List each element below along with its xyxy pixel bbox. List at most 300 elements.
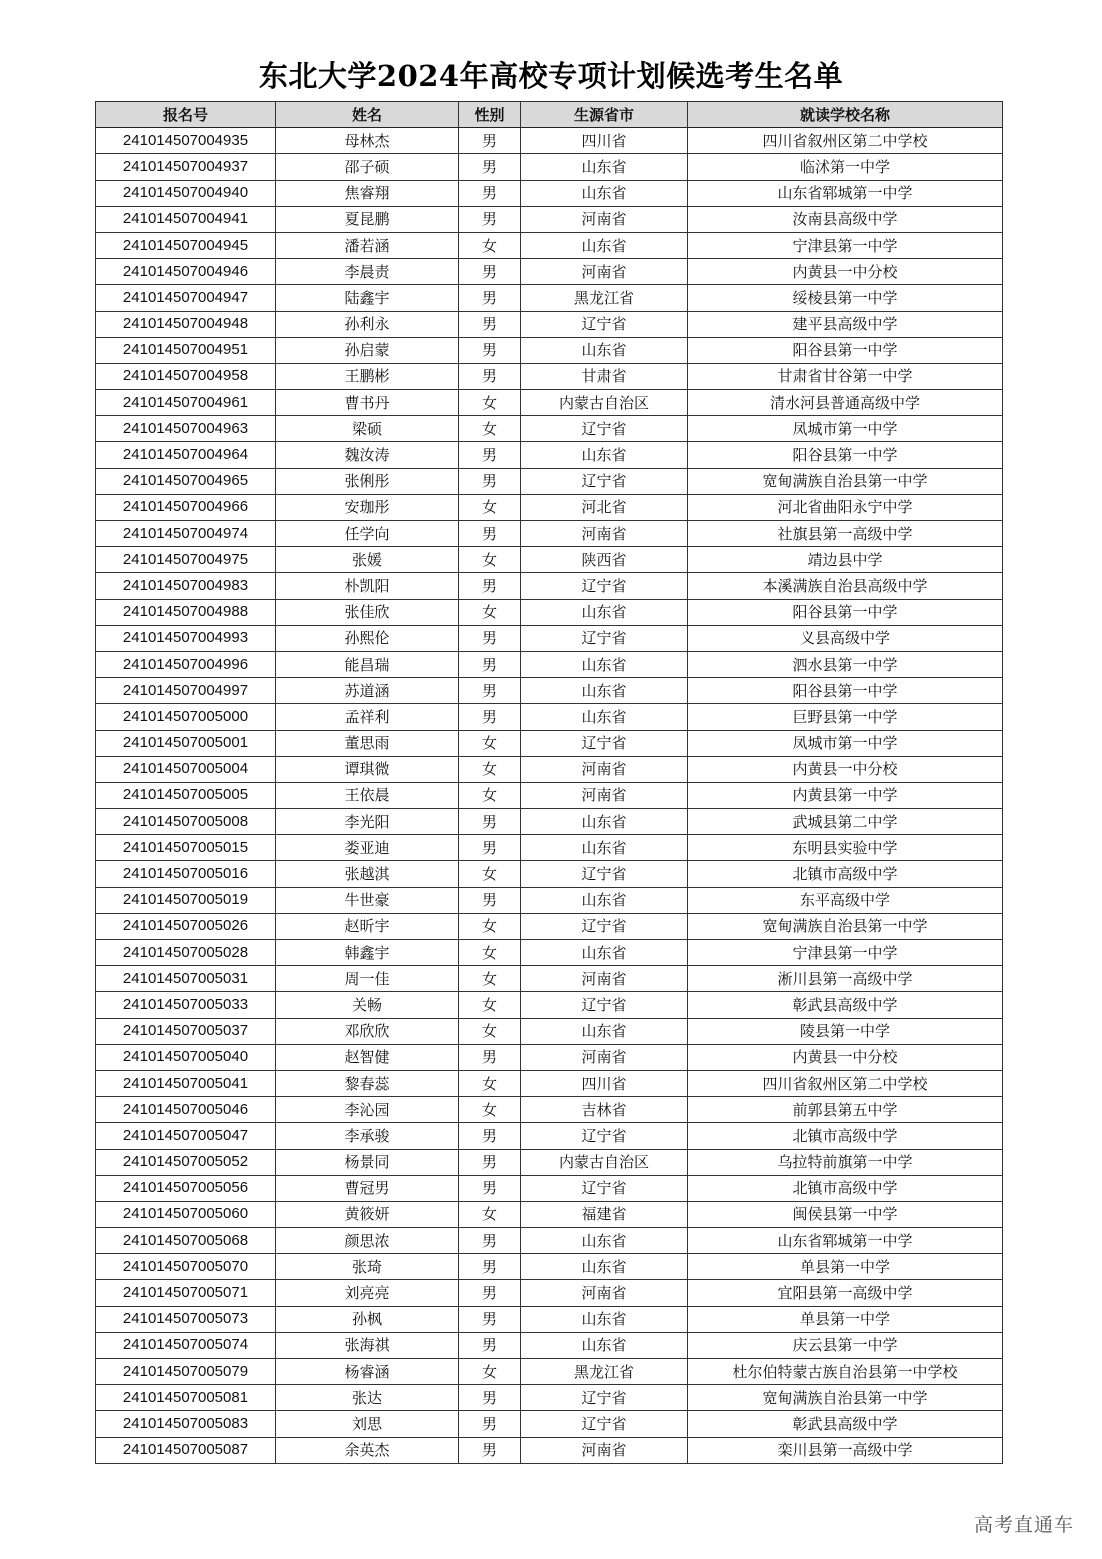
name-cell: 赵昕宇	[276, 913, 459, 939]
province-cell: 辽宁省	[521, 861, 688, 887]
province-cell: 山东省	[521, 809, 688, 835]
province-cell: 河南省	[521, 1280, 688, 1306]
table-row	[96, 311, 1003, 337]
name-cell: 任学向	[276, 521, 459, 547]
school-cell: 内黄县一中分校	[688, 756, 1003, 782]
registration-number-cell: 241014507004961	[96, 390, 276, 416]
gender-cell: 男	[459, 1385, 521, 1411]
gender-cell: 男	[459, 1437, 521, 1463]
gender-cell: 男	[459, 468, 521, 494]
table-row	[96, 599, 1003, 625]
school-cell: 乌拉特前旗第一中学	[688, 1149, 1003, 1175]
gender-cell: 男	[459, 678, 521, 704]
name-cell: 安珈彤	[276, 494, 459, 520]
registration-number-cell: 241014507005079	[96, 1359, 276, 1385]
gender-cell: 女	[459, 1201, 521, 1227]
school-cell: 栾川县第一高级中学	[688, 1437, 1003, 1463]
table-row	[96, 521, 1003, 547]
school-cell: 阳谷县第一中学	[688, 442, 1003, 468]
province-cell: 山东省	[521, 180, 688, 206]
school-cell: 前郭县第五中学	[688, 1097, 1003, 1123]
gender-cell: 男	[459, 285, 521, 311]
province-cell: 山东省	[521, 940, 688, 966]
name-cell: 陆鑫宇	[276, 285, 459, 311]
name-cell: 孟祥利	[276, 704, 459, 730]
name-cell: 张达	[276, 1385, 459, 1411]
school-cell: 泗水县第一中学	[688, 651, 1003, 677]
table-row	[96, 835, 1003, 861]
province-cell: 陕西省	[521, 547, 688, 573]
registration-number-cell: 241014507005041	[96, 1070, 276, 1096]
province-cell: 河南省	[521, 259, 688, 285]
candidate-table	[95, 101, 1003, 1464]
name-cell: 杨景同	[276, 1149, 459, 1175]
table-row	[96, 206, 1003, 232]
table-row	[96, 1123, 1003, 1149]
school-cell: 靖边县中学	[688, 547, 1003, 573]
school-cell: 阳谷县第一中学	[688, 678, 1003, 704]
gender-cell: 男	[459, 835, 521, 861]
province-cell: 河南省	[521, 1437, 688, 1463]
registration-number-cell: 241014507004935	[96, 128, 276, 154]
school-cell: 阳谷县第一中学	[688, 599, 1003, 625]
name-cell: 孙启蒙	[276, 337, 459, 363]
gender-cell: 男	[459, 1123, 521, 1149]
table-row	[96, 416, 1003, 442]
registration-number-cell: 241014507005000	[96, 704, 276, 730]
school-cell: 内黄县第一中学	[688, 782, 1003, 808]
gender-cell: 女	[459, 1097, 521, 1123]
gender-cell: 男	[459, 887, 521, 913]
province-cell: 河南省	[521, 206, 688, 232]
gender-cell: 女	[459, 232, 521, 258]
registration-number-cell: 241014507005031	[96, 966, 276, 992]
school-cell: 闽侯县第一中学	[688, 1201, 1003, 1227]
province-cell: 辽宁省	[521, 1411, 688, 1437]
gender-cell: 男	[459, 1149, 521, 1175]
registration-number-cell: 241014507005016	[96, 861, 276, 887]
gender-cell: 男	[459, 1306, 521, 1332]
table-row	[96, 285, 1003, 311]
province-cell: 四川省	[521, 1070, 688, 1096]
school-cell: 北镇市高级中学	[688, 861, 1003, 887]
watermark: 高考直通车	[973, 1514, 1074, 1536]
registration-number-cell: 241014507004996	[96, 651, 276, 677]
name-cell: 张媛	[276, 547, 459, 573]
name-cell: 夏昆鹏	[276, 206, 459, 232]
name-cell: 张佳欣	[276, 599, 459, 625]
table-row	[96, 363, 1003, 389]
province-cell: 山东省	[521, 1306, 688, 1332]
name-cell: 关畅	[276, 992, 459, 1018]
table-row	[96, 442, 1003, 468]
table-row	[96, 1280, 1003, 1306]
name-cell: 刘亮亮	[276, 1280, 459, 1306]
registration-number-cell: 241014507004951	[96, 337, 276, 363]
registration-number-cell: 241014507004941	[96, 206, 276, 232]
name-cell: 魏汝涛	[276, 442, 459, 468]
table-row	[96, 1385, 1003, 1411]
gender-cell: 男	[459, 363, 521, 389]
name-cell: 李晨责	[276, 259, 459, 285]
registration-number-cell: 241014507004983	[96, 573, 276, 599]
table-row	[96, 782, 1003, 808]
province-cell: 山东省	[521, 442, 688, 468]
registration-number-cell: 241014507005015	[96, 835, 276, 861]
registration-number-cell: 241014507004993	[96, 625, 276, 651]
gender-cell: 女	[459, 416, 521, 442]
registration-number-cell: 241014507005068	[96, 1228, 276, 1254]
name-cell: 曹书丹	[276, 390, 459, 416]
registration-number-cell: 241014507004940	[96, 180, 276, 206]
registration-number-cell: 241014507004975	[96, 547, 276, 573]
gender-cell: 男	[459, 1280, 521, 1306]
gender-cell: 男	[459, 809, 521, 835]
gender-cell: 男	[459, 1044, 521, 1070]
name-cell: 娄亚迪	[276, 835, 459, 861]
province-cell: 内蒙古自治区	[521, 390, 688, 416]
name-cell: 王鹏彬	[276, 363, 459, 389]
table-row	[96, 809, 1003, 835]
name-cell: 张琦	[276, 1254, 459, 1280]
name-cell: 颜思浓	[276, 1228, 459, 1254]
table-row	[96, 678, 1003, 704]
school-cell: 内黄县一中分校	[688, 1044, 1003, 1070]
province-cell: 河南省	[521, 782, 688, 808]
province-cell: 辽宁省	[521, 625, 688, 651]
registration-number-cell: 241014507005074	[96, 1332, 276, 1358]
table-row	[96, 154, 1003, 180]
name-cell: 孙熙伦	[276, 625, 459, 651]
province-cell: 四川省	[521, 128, 688, 154]
table-row	[96, 1437, 1003, 1463]
name-cell: 母林杰	[276, 128, 459, 154]
table-row	[96, 1044, 1003, 1070]
name-cell: 李承骏	[276, 1123, 459, 1149]
registration-number-cell: 241014507005001	[96, 730, 276, 756]
province-cell: 福建省	[521, 1201, 688, 1227]
school-cell: 淅川县第一高级中学	[688, 966, 1003, 992]
province-cell: 黑龙江省	[521, 1359, 688, 1385]
province-cell: 辽宁省	[521, 1175, 688, 1201]
table-row	[96, 180, 1003, 206]
province-cell: 山东省	[521, 232, 688, 258]
gender-cell: 男	[459, 1332, 521, 1358]
registration-number-cell: 241014507005083	[96, 1411, 276, 1437]
province-cell: 辽宁省	[521, 913, 688, 939]
table-row	[96, 651, 1003, 677]
gender-cell: 男	[459, 1175, 521, 1201]
registration-number-cell: 241014507004947	[96, 285, 276, 311]
school-cell: 山东省郓城第一中学	[688, 180, 1003, 206]
table-row	[96, 259, 1003, 285]
registration-number-cell: 241014507004966	[96, 494, 276, 520]
table-row	[96, 730, 1003, 756]
name-cell: 谭琪微	[276, 756, 459, 782]
table-row	[96, 573, 1003, 599]
gender-cell: 男	[459, 521, 521, 547]
table-row	[96, 337, 1003, 363]
gender-cell: 女	[459, 940, 521, 966]
table-row	[96, 1228, 1003, 1254]
province-cell: 内蒙古自治区	[521, 1149, 688, 1175]
table-row	[96, 1306, 1003, 1332]
column-header-province: 生源省市	[521, 102, 688, 128]
gender-cell: 男	[459, 1411, 521, 1437]
school-cell: 宽甸满族自治县第一中学	[688, 1385, 1003, 1411]
name-cell: 孙利永	[276, 311, 459, 337]
gender-cell: 女	[459, 913, 521, 939]
gender-cell: 男	[459, 259, 521, 285]
gender-cell: 男	[459, 442, 521, 468]
name-cell: 李沁园	[276, 1097, 459, 1123]
gender-cell: 女	[459, 756, 521, 782]
column-header-school: 就读学校名称	[688, 102, 1003, 128]
registration-number-cell: 241014507005052	[96, 1149, 276, 1175]
table-row	[96, 468, 1003, 494]
province-cell: 辽宁省	[521, 1385, 688, 1411]
table-row	[96, 232, 1003, 258]
name-cell: 孙枫	[276, 1306, 459, 1332]
registration-number-cell: 241014507004945	[96, 232, 276, 258]
school-cell: 四川省叙州区第二中学校	[688, 1070, 1003, 1096]
registration-number-cell: 241014507005028	[96, 940, 276, 966]
table-row	[96, 128, 1003, 154]
name-cell: 周一佳	[276, 966, 459, 992]
name-cell: 刘思	[276, 1411, 459, 1437]
school-cell: 杜尔伯特蒙古族自治县第一中学校	[688, 1359, 1003, 1385]
table-row	[96, 1201, 1003, 1227]
registration-number-cell: 241014507005046	[96, 1097, 276, 1123]
school-cell: 宽甸满族自治县第一中学	[688, 468, 1003, 494]
gender-cell: 男	[459, 154, 521, 180]
name-cell: 焦睿翔	[276, 180, 459, 206]
province-cell: 河南省	[521, 521, 688, 547]
registration-number-cell: 241014507005056	[96, 1175, 276, 1201]
school-cell: 义县高级中学	[688, 625, 1003, 651]
table-body	[96, 128, 1003, 1464]
school-cell: 庆云县第一中学	[688, 1332, 1003, 1358]
school-cell: 陵县第一中学	[688, 1018, 1003, 1044]
province-cell: 辽宁省	[521, 573, 688, 599]
registration-number-cell: 241014507005047	[96, 1123, 276, 1149]
table-header-row	[96, 102, 1003, 128]
table-row	[96, 940, 1003, 966]
registration-number-cell: 241014507005026	[96, 913, 276, 939]
gender-cell: 女	[459, 730, 521, 756]
gender-cell: 男	[459, 128, 521, 154]
gender-cell: 女	[459, 547, 521, 573]
name-cell: 邵子硕	[276, 154, 459, 180]
registration-number-cell: 241014507004946	[96, 259, 276, 285]
name-cell: 韩鑫宇	[276, 940, 459, 966]
registration-number-cell: 241014507004974	[96, 521, 276, 547]
table-row	[96, 1359, 1003, 1385]
school-cell: 东明县实验中学	[688, 835, 1003, 861]
table-row	[96, 1149, 1003, 1175]
name-cell: 李光阳	[276, 809, 459, 835]
province-cell: 辽宁省	[521, 730, 688, 756]
name-cell: 余英杰	[276, 1437, 459, 1463]
school-cell: 彰武县高级中学	[688, 1411, 1003, 1437]
province-cell: 山东省	[521, 599, 688, 625]
province-cell: 山东省	[521, 154, 688, 180]
table-row	[96, 861, 1003, 887]
name-cell: 邓欣欣	[276, 1018, 459, 1044]
province-cell: 山东省	[521, 1254, 688, 1280]
name-cell: 张俐彤	[276, 468, 459, 494]
gender-cell: 男	[459, 704, 521, 730]
page-title: 东北大学2024年高校专项计划候选考生名单	[258, 59, 844, 93]
table-row	[96, 1175, 1003, 1201]
province-cell: 山东省	[521, 704, 688, 730]
gender-cell: 男	[459, 180, 521, 206]
province-cell: 山东省	[521, 835, 688, 861]
table-row	[96, 966, 1003, 992]
name-cell: 张越淇	[276, 861, 459, 887]
province-cell: 黑龙江省	[521, 285, 688, 311]
school-cell: 本溪满族自治县高级中学	[688, 573, 1003, 599]
gender-cell: 男	[459, 625, 521, 651]
table-row	[96, 494, 1003, 520]
province-cell: 山东省	[521, 678, 688, 704]
registration-number-cell: 241014507004937	[96, 154, 276, 180]
table-row	[96, 887, 1003, 913]
school-cell: 建平县高级中学	[688, 311, 1003, 337]
gender-cell: 男	[459, 206, 521, 232]
registration-number-cell: 241014507004997	[96, 678, 276, 704]
registration-number-cell: 241014507005019	[96, 887, 276, 913]
school-cell: 宽甸满族自治县第一中学	[688, 913, 1003, 939]
school-cell: 阳谷县第一中学	[688, 337, 1003, 363]
gender-cell: 女	[459, 782, 521, 808]
school-cell: 北镇市高级中学	[688, 1123, 1003, 1149]
gender-cell: 男	[459, 1254, 521, 1280]
school-cell: 清水河县普通高级中学	[688, 390, 1003, 416]
name-cell: 潘若涵	[276, 232, 459, 258]
gender-cell: 女	[459, 1070, 521, 1096]
name-cell: 梁硕	[276, 416, 459, 442]
school-cell: 社旗县第一高级中学	[688, 521, 1003, 547]
school-cell: 巨野县第一中学	[688, 704, 1003, 730]
registration-number-cell: 241014507005087	[96, 1437, 276, 1463]
province-cell: 辽宁省	[521, 468, 688, 494]
province-cell: 辽宁省	[521, 416, 688, 442]
table-row	[96, 1332, 1003, 1358]
school-cell: 宁津县第一中学	[688, 232, 1003, 258]
province-cell: 甘肃省	[521, 363, 688, 389]
table-row	[96, 992, 1003, 1018]
table-row	[96, 1411, 1003, 1437]
school-cell: 彰武县高级中学	[688, 992, 1003, 1018]
registration-number-cell: 241014507005071	[96, 1280, 276, 1306]
registration-number-cell: 241014507005033	[96, 992, 276, 1018]
gender-cell: 女	[459, 1359, 521, 1385]
province-cell: 河南省	[521, 1044, 688, 1070]
school-cell: 武城县第二中学	[688, 809, 1003, 835]
school-cell: 东平高级中学	[688, 887, 1003, 913]
school-cell: 单县第一中学	[688, 1254, 1003, 1280]
registration-number-cell: 241014507005005	[96, 782, 276, 808]
registration-number-cell: 241014507004958	[96, 363, 276, 389]
registration-number-cell: 241014507005037	[96, 1018, 276, 1044]
registration-number-cell: 241014507005060	[96, 1201, 276, 1227]
gender-cell: 女	[459, 966, 521, 992]
province-cell: 河南省	[521, 756, 688, 782]
registration-number-cell: 241014507004963	[96, 416, 276, 442]
province-cell: 辽宁省	[521, 311, 688, 337]
school-cell: 绥棱县第一中学	[688, 285, 1003, 311]
name-cell: 王依晨	[276, 782, 459, 808]
table-row	[96, 1097, 1003, 1123]
name-cell: 苏道涵	[276, 678, 459, 704]
name-cell: 能昌瑞	[276, 651, 459, 677]
name-cell: 曹冠男	[276, 1175, 459, 1201]
school-cell: 宜阳县第一高级中学	[688, 1280, 1003, 1306]
school-cell: 北镇市高级中学	[688, 1175, 1003, 1201]
registration-number-cell: 241014507005004	[96, 756, 276, 782]
table-row	[96, 390, 1003, 416]
name-cell: 黎春蕊	[276, 1070, 459, 1096]
province-cell: 山东省	[521, 651, 688, 677]
registration-number-cell: 241014507004964	[96, 442, 276, 468]
school-cell: 四川省叙州区第二中学校	[688, 128, 1003, 154]
name-cell: 朴凯阳	[276, 573, 459, 599]
name-cell: 董思雨	[276, 730, 459, 756]
column-header-registration-number: 报名号	[96, 102, 276, 128]
province-cell: 吉林省	[521, 1097, 688, 1123]
school-cell: 甘肃省甘谷第一中学	[688, 363, 1003, 389]
registration-number-cell: 241014507005081	[96, 1385, 276, 1411]
province-cell: 山东省	[521, 887, 688, 913]
school-cell: 内黄县一中分校	[688, 259, 1003, 285]
table-row	[96, 1070, 1003, 1096]
name-cell: 赵智健	[276, 1044, 459, 1070]
gender-cell: 男	[459, 1228, 521, 1254]
gender-cell: 女	[459, 992, 521, 1018]
school-cell: 单县第一中学	[688, 1306, 1003, 1332]
gender-cell: 女	[459, 390, 521, 416]
province-cell: 河北省	[521, 494, 688, 520]
registration-number-cell: 241014507005070	[96, 1254, 276, 1280]
column-header-name: 姓名	[276, 102, 459, 128]
table-row	[96, 913, 1003, 939]
registration-number-cell: 241014507005008	[96, 809, 276, 835]
gender-cell: 女	[459, 1018, 521, 1044]
registration-number-cell: 241014507004948	[96, 311, 276, 337]
table-row	[96, 1254, 1003, 1280]
province-cell: 辽宁省	[521, 1123, 688, 1149]
gender-cell: 女	[459, 861, 521, 887]
school-cell: 宁津县第一中学	[688, 940, 1003, 966]
registration-number-cell: 241014507004988	[96, 599, 276, 625]
province-cell: 山东省	[521, 1332, 688, 1358]
school-cell: 凤城市第一中学	[688, 730, 1003, 756]
name-cell: 杨睿涵	[276, 1359, 459, 1385]
registration-number-cell: 241014507004965	[96, 468, 276, 494]
table-row	[96, 625, 1003, 651]
gender-cell: 男	[459, 573, 521, 599]
table-row	[96, 1018, 1003, 1044]
province-cell: 山东省	[521, 1018, 688, 1044]
gender-cell: 男	[459, 337, 521, 363]
province-cell: 山东省	[521, 337, 688, 363]
school-cell: 山东省郓城第一中学	[688, 1228, 1003, 1254]
school-cell: 凤城市第一中学	[688, 416, 1003, 442]
gender-cell: 男	[459, 651, 521, 677]
gender-cell: 女	[459, 494, 521, 520]
name-cell: 牛世豪	[276, 887, 459, 913]
